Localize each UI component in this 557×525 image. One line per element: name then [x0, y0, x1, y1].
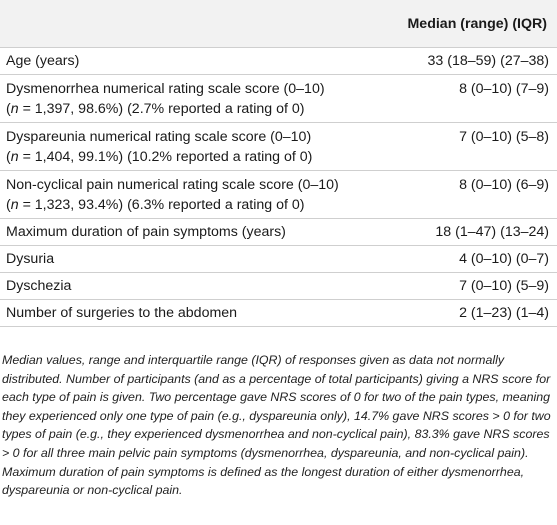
- row-value: 7 (0–10) (5–9): [384, 273, 557, 300]
- row-sub-n: n: [10, 149, 19, 165]
- row-sub-text: = 1,404, 99.1%) (10.2% reported a rating of 0): [18, 149, 313, 165]
- table-row: [0, 171, 557, 219]
- row-label: [0, 123, 384, 171]
- row-sub-prefix: (: [6, 197, 11, 213]
- table-row: [0, 246, 557, 273]
- table-row: [0, 300, 557, 327]
- row-value: 33 (18–59) (27–38): [384, 48, 557, 75]
- row-label-text: Dyspareunia numerical rating scale score (0–10): [6, 129, 312, 145]
- row-label-text: Number of surgeries to the abdomen: [6, 305, 238, 321]
- table-row: [0, 48, 557, 75]
- row-sub-text: = 1,397, 98.6%) (2.7% reported a rating of 0): [18, 101, 305, 117]
- row-label-text: Dysuria: [6, 251, 55, 267]
- row-label: [0, 273, 384, 300]
- row-value: 7 (0–10) (5–8): [384, 123, 557, 171]
- row-label-text: Dyschezia: [6, 278, 72, 294]
- row-label-text: Dysmenorrhea numerical rating scale score (0–10): [6, 81, 325, 97]
- row-sub-prefix: (: [6, 149, 11, 165]
- row-value: 8 (0–10) (6–9): [384, 171, 557, 219]
- header-label-column: [0, 0, 384, 48]
- table-row: [0, 273, 557, 300]
- table-footnote: Median values, range and interquartile range (IQR) of responses given as data not normally distributed. Number of participants (and as a percentage of total participants) giving a NRS score for each type of pain is given. Two percentage gave NRS scores of 0 for two of the pain types, meaning they experienced only one type of pain (e.g., dyspareunia only), 14.7% gave NRS scores > 0 for two types of pain (e.g., they experienced dysmenorrhea and non-cyclical pain), 83.3% gave NRS scores > 0 for all three main pelvic pain symptoms (dysmenorrhea, dyspareunia, and non-cyclical pain). Maximum duration of pain symptoms is defined as the longest duration of either dysmenorrhea, dyspareunia or non-cyclical pain.: [2, 353, 551, 498]
- row-label: [0, 246, 384, 273]
- table-header-row: [0, 0, 557, 48]
- table-row: [0, 123, 557, 171]
- header-median-column: Median (range) (IQR): [384, 0, 557, 48]
- row-sub-text: = 1,323, 93.4%) (6.3% reported a rating of 0): [18, 197, 305, 213]
- row-value: 8 (0–10) (7–9): [384, 75, 557, 123]
- table-row: [0, 219, 557, 246]
- row-label: [0, 75, 384, 123]
- row-value: 4 (0–10) (0–7): [384, 246, 557, 273]
- row-label: [0, 300, 384, 327]
- row-sub-prefix: (: [6, 101, 11, 117]
- table-row: [0, 75, 557, 123]
- row-sub-n: n: [10, 197, 19, 213]
- row-label-text: Age (years): [6, 53, 80, 69]
- row-label: [0, 171, 384, 219]
- row-label-text: Non-cyclical pain numerical rating scale score (0–10): [6, 177, 339, 193]
- row-label: [0, 48, 384, 75]
- row-label: [0, 219, 384, 246]
- row-label-text: Maximum duration of pain symptoms (years): [6, 224, 286, 240]
- row-sub-n: n: [10, 101, 19, 117]
- row-value: 18 (1–47) (13–24): [384, 219, 557, 246]
- row-value: 2 (1–23) (1–4): [384, 300, 557, 327]
